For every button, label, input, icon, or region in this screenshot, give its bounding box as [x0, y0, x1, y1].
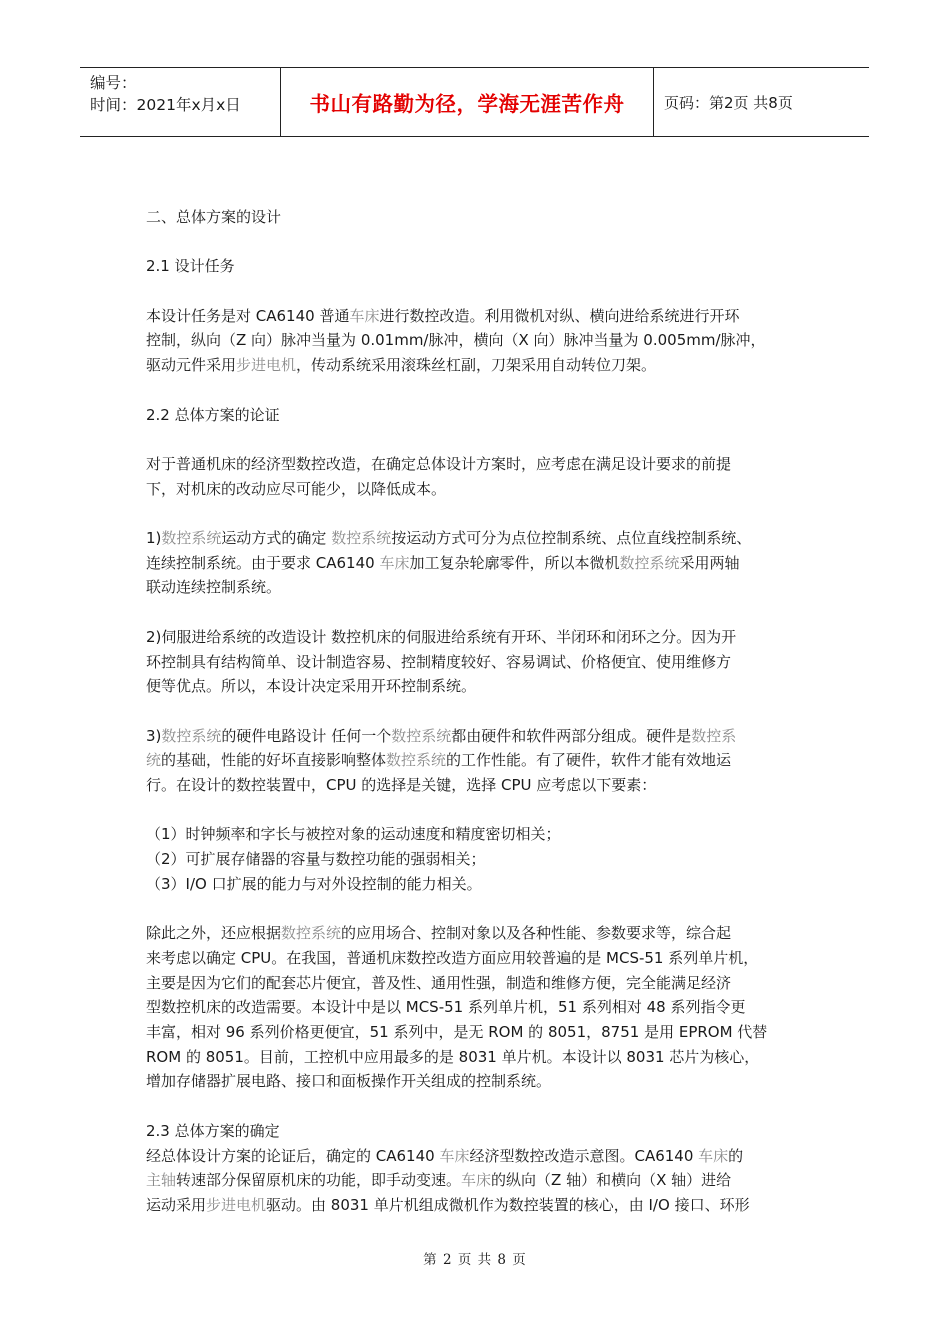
section-title: 2.3 总体方案的确定 [146, 1121, 280, 1140]
hyperlink[interactable]: 数控系统 [161, 529, 222, 548]
header-page-cell [654, 68, 869, 136]
requirement-list [146, 822, 814, 896]
hyperlink[interactable]: 车床 [698, 1146, 729, 1165]
header-info-cell [80, 68, 281, 136]
hyperlink[interactable]: 车床 [461, 1171, 492, 1190]
document-date-label: 时间：2021年x月x日 [90, 96, 241, 114]
paragraph: 3)数控系统的硬件电路设计 任何一个数控系统都由硬件和软件两部分组成。硬件是数控系 统的基础，性能的好坏直接影响整体数控系统的工作性能。有了硬件，软件才能有效地运 行。在设计的数控装置中，CPU 的选择是关键，选择 CPU 应考虑以下要素： [146, 726, 737, 795]
hyperlink[interactable]: 主轴 [146, 1171, 177, 1190]
document-number-label: 编号： [90, 74, 137, 92]
hyperlink[interactable]: 数控系统 [161, 726, 222, 745]
section-title: 2.1 设计任务 [146, 257, 235, 276]
hyperlink[interactable]: 数控系统 [391, 726, 452, 745]
section-title: 二、总体方案的设计 [146, 208, 282, 226]
hyperlink[interactable]: 数控系统 [619, 553, 680, 572]
hyperlink[interactable]: 步进电机 [236, 356, 297, 375]
hyperlink[interactable]: 步进电机 [206, 1195, 267, 1214]
hyperlink[interactable]: 数控系统 [386, 751, 447, 770]
paragraph: 1)数控系统运动方式的确定 数控系统按运动方式可分为点位控制系统、点位直线控制系统、 连续控制系统。由于要求 CA6140 车床加工复杂轮廓零件，所以本微机数控系统采用两轴 联动连续控制系统。 [146, 529, 752, 597]
page-footer: 第 2 页 共 8 页 [423, 1252, 527, 1268]
document-body [146, 205, 814, 1218]
document-header [80, 67, 869, 137]
hyperlink[interactable]: 车床 [379, 553, 410, 572]
header-motto-cell [281, 68, 654, 136]
header-motto: 书山有路勤为径，学海无涯苦作舟 [309, 92, 625, 116]
header-page-label: 页码：第2页 共8页 [664, 93, 793, 112]
paragraph: 对于普通机床的经济型数控改造，在确定总体设计方案时，应考虑在满足设计要求的前提 下，对机床的改动应尽可能少，以降低成本。 [146, 454, 732, 498]
list-item: （2）可扩展存储器的容量与数控功能的强弱相关； [146, 850, 486, 869]
paragraph: 除此之外，还应根据数控系统的应用场合、控制对象以及各种性能、参数要求等，综合起 来考虑以确定 CPU。在我国，普通机床数控改造方面应用较普遍的是 MCS-51 系列单片机， 主要是因为它们的配套芯片便宜，普及性、通用性强，制造和维修方便，完全能满足经济 型数控机床的改造需要。本设计中是以 MCS-51 系列单片机，51 系列相对 48 系列指令更 丰富，相对 96 系列价格更便宜，51 系列中，是无 ROM 的 8051，8751 是用 EPROM 代替 ROM 的 8051。目前，工控机中应用最多的是 8031 单片机。本设计以 8031 芯片为核心， 增加存储器扩展电路、接口和面板操作开关组成的控制系统。 [146, 924, 768, 1091]
paragraph: 2)伺服进给系统的改造设计 数控机床的伺服进给系统有开环、半闭环和闭环之分。因为开 环控制具有结构简单、设计制造容易、控制精度较好、容易调试、价格便宜、使用维修方 便等优点。所以，本设计决定采用开环控制系统。 [146, 627, 737, 696]
hyperlink[interactable]: 数控系统 [281, 924, 342, 943]
hyperlink[interactable]: 车床 [439, 1146, 470, 1165]
list-item: （3）I/O 口扩展的能力与对外设控制的能力相关。 [146, 874, 482, 893]
paragraph: 本设计任务是对 CA6140 普通车床进行数控改造。利用微机对纵、横向进给系统进行开环 控制，纵向（Z 向）脉冲当量为 0.01mm/脉冲，横向（X 向）脉冲当量为 0.005mm/脉冲， 驱动元件采用步进电机，传动系统采用滚珠丝杠副，刀架采用自动转位刀架。 [146, 306, 766, 375]
section-title: 2.2 总体方案的论证 [146, 405, 280, 424]
hyperlink[interactable]: 数控系 [691, 726, 737, 745]
hyperlink[interactable]: 统 [146, 751, 162, 770]
hyperlink[interactable]: 数控系统 [331, 529, 392, 548]
paragraph: 经总体设计方案的论证后，确定的 CA6140 车床经济型数控改造示意图。CA6140 车床的 主轴转速部分保留原机床的功能，即手动变速。车床的纵向（Z 轴）和横向（X 轴）进给 运动采用步进电机驱动。由 8031 单片机组成微机作为数控装置的核心，由 I/O 接口、环形 [146, 1146, 750, 1214]
hyperlink[interactable]: 车床 [349, 306, 380, 325]
list-item: （1）时钟频率和字长与被控对象的运动速度和精度密切相关； [146, 825, 561, 844]
